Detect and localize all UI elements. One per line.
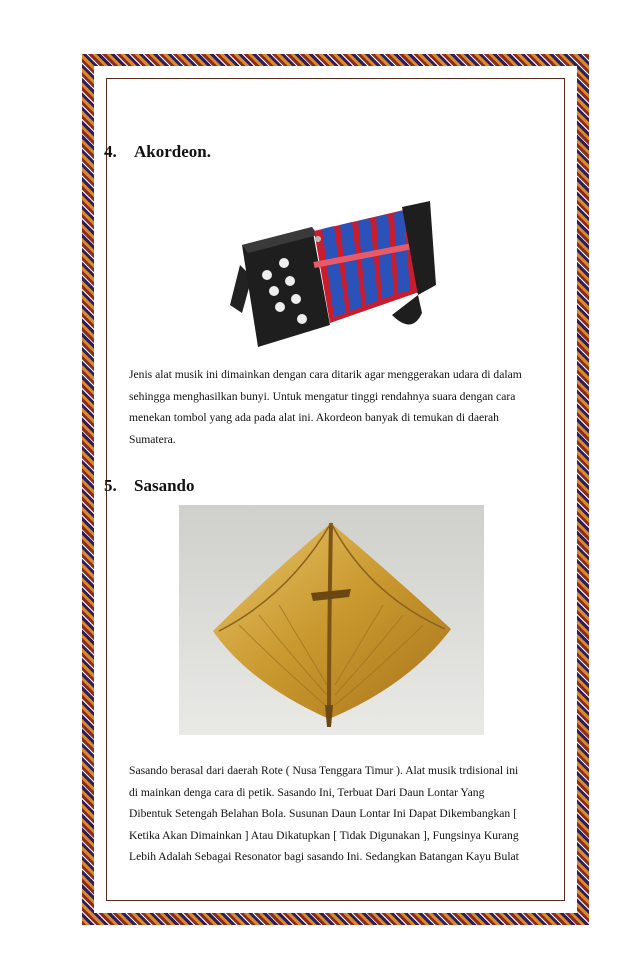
paragraph-line: Lebih Adalah Sebagai Resonator bagi sasando Ini. Sedangkan Batangan Kayu Bulat xyxy=(129,850,519,864)
paragraph-line: menekan tombol yang ada pada alat ini. Akordeon banyak di temukan di daerah xyxy=(129,411,499,425)
section-number: 4. xyxy=(104,142,117,161)
section-number: 5. xyxy=(104,476,117,495)
section-heading-sasando xyxy=(104,476,194,496)
section-title: Sasando xyxy=(134,476,195,495)
section-heading-akordeon xyxy=(104,142,211,162)
paragraph-line: Sumatera. xyxy=(129,432,176,446)
sasando-paragraph xyxy=(129,760,563,868)
paragraph-line: di mainkan denga cara di petik. Sasando Ini, Terbuat Dari Daun Lontar Yang xyxy=(129,785,485,799)
paragraph-line: Dibentuk Setengah Belahan Bola. Susunan Daun Lontar Ini Dapat Dikembangkan [ xyxy=(129,807,517,821)
akordeon-paragraph xyxy=(129,364,563,450)
paragraph-line: sehingga menghasilkan bunyi. Untuk mengatur tinggi rendahnya suara dengan cara xyxy=(129,389,516,403)
paragraph-line: Jenis alat musik ini dimainkan dengan cara ditarik agar menggerakan udara di dalam xyxy=(129,368,522,381)
paragraph-line: Ketika Akan Dimainkan ] Atau Dikatupkan [ Tidak Digunakan ], Fungsinya Kurang xyxy=(129,828,519,842)
section-title: Akordeon. xyxy=(134,142,211,161)
sasando-image xyxy=(179,505,484,735)
paragraph-line: Sasando berasal dari daerah Rote ( Nusa Tenggara Timur ). Alat musik trdisional ini xyxy=(129,764,519,777)
accordion-image xyxy=(222,195,442,355)
